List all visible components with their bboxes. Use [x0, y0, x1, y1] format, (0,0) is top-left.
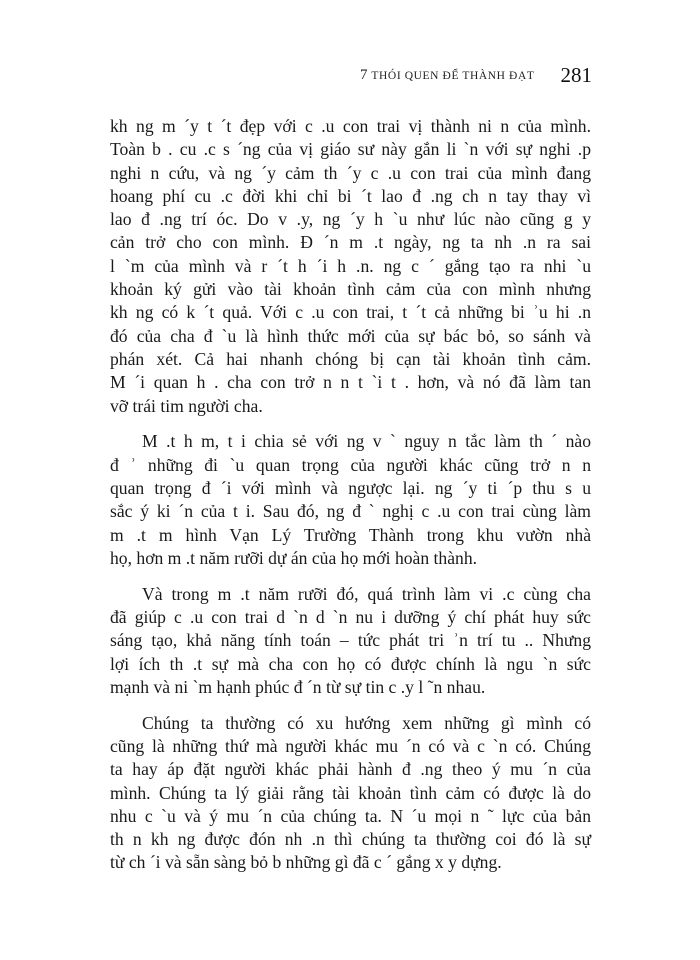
- text-line: kh ng m ´y t ´t đẹp với c .u con trai vị thành ni n của mình.: [110, 116, 591, 136]
- text-line: đ ʾ những đi `u quan trọng của người khác cũng trở n n: [110, 454, 591, 475]
- text-line: lợi ích th .t sự mà cha con họ có được chính là ngu `n sức: [110, 653, 591, 674]
- text-line: vỡ trái tim người cha.: [110, 395, 263, 416]
- text-line: phán xét. Cả hai nhanh chóng bị cạn tài khoản tình cảm.: [110, 348, 591, 369]
- text-line: m .t m hình Vạn Lý Trường Thành trong khu vườn nhà: [110, 524, 591, 545]
- text-line: M .t h m, t i chia sẻ với ng v ` nguy n tắc làm th ´ nào: [142, 431, 591, 452]
- paragraph: [110, 430, 591, 570]
- paragraph: [110, 712, 591, 875]
- book-title-text: THÓI QUEN ĐỂ THÀNH ĐẠT: [371, 69, 535, 82]
- paragraph: [110, 115, 591, 418]
- text-line: sắc ý ki ´n của t i. Sau đó, ng đ ` nghị c .u con trai cùng làm: [110, 501, 591, 522]
- text-line: lao đ .ng trí óc. Do v .y, ng ´y h `u như lúc nào cũng g y: [110, 209, 591, 230]
- text-line: Và trong m .t năm rưỡi đó, quá trình làm vi .c cùng cha: [142, 583, 591, 604]
- paragraph: [110, 583, 591, 699]
- text-line: nhu c `u và ý mu ´n của chúng ta. N ´u mọi n ˜ lực của bản: [110, 805, 591, 826]
- text-line: Toàn b . cu .c s ´ng của vị giáo sư này gắn li `n với sự nghi .p: [110, 139, 591, 160]
- text-line: sáng tạo, khả năng tính toán – tức phát tri ʾn trí tu .. Nhưng: [110, 630, 591, 651]
- text-line: cản trở cho con mình. Đ ´n m .t ngày, ng ta nh .n ra sai: [110, 232, 591, 253]
- text-line: đã giúp c .u con trai d `n d `n nu i dưỡng ý chí phát huy sức: [110, 606, 591, 627]
- running-header: [0, 60, 592, 90]
- text-line: từ ch ´i và sẵn sàng bỏ b những gì đã c ´ gắng x y dựng.: [110, 852, 502, 873]
- text-line: th n kh ng được đón nh .n thì chúng ta thường coi đó là sự: [110, 829, 591, 850]
- body-text: [110, 115, 591, 887]
- text-line: Chúng ta thường có xu hướng xem những gì mình có: [142, 712, 591, 733]
- text-line: cũng là những thứ mà người khác mu ´n có và c `n có. Chúng: [110, 735, 591, 756]
- book-title: [360, 67, 535, 84]
- text-line: họ, hơn m .t năm rưỡi dự án của họ mới hoàn thành.: [110, 547, 478, 568]
- text-line: l `m của mình và r ´t h ´i h .n. ng c ´ gắng tạo ra nhi `u: [110, 255, 591, 276]
- text-line: ta hay áp đặt người khác phải hành đ .ng theo ý mu ´n của: [110, 759, 591, 780]
- text-line: hoang phí cu .c đời khi chỉ bi ´t lao đ .ng ch n tay thay vì: [110, 185, 591, 206]
- text-line: nghi n cứu, và ng ´y cảm th ´y c .u con trai của mình đang: [110, 162, 591, 183]
- text-line: mạnh và ni `m hạnh phúc đ ´n từ sự tin c .y l ˜n nhau.: [110, 676, 486, 697]
- text-line: M ´i quan h . cha con trở n n t `i t . hơn, và nó đã làm tan: [110, 372, 591, 393]
- text-line: kh ng có k ´t quả. Với c .u con trai, t ´t cả những bi ʾu hi .n: [110, 302, 591, 323]
- book-title-number: 7: [360, 66, 369, 83]
- text-line: đó của cha đ `u là hình thức mới của sự bác bỏ, so sánh và: [110, 325, 591, 346]
- text-line: khoản ký gửi vào tài khoản tình cảm của con mình nhưng: [110, 279, 591, 300]
- text-line: mình. Chúng ta lý giải rằng tài khoản tình cảm có được là do: [110, 782, 591, 803]
- page-number: 281: [560, 62, 592, 87]
- text-line: quan trọng đ ´i với mình và ngược lại. ng ´y ti ´p thu s u: [110, 477, 591, 498]
